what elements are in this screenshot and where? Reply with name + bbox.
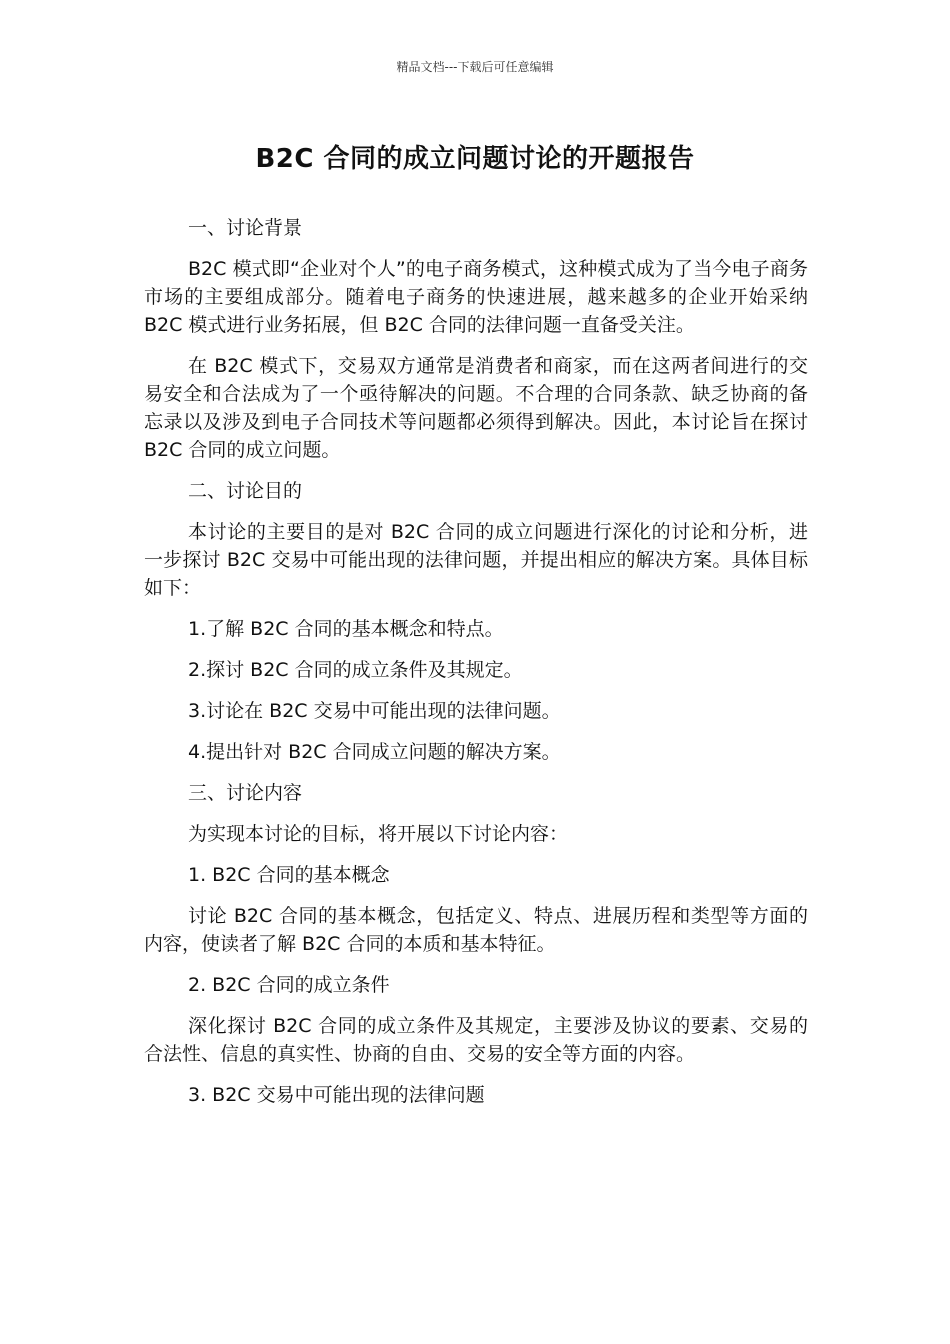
list-item-goal-4: 4.提出针对 B2C 合同成立问题的解决方案。: [188, 741, 561, 763]
paragraph-formation-conditions: 深化探讨 B2C 合同的成立条件及其规定，主要涉及协议的要素、交易的合法性、信息的真实性、协商的自由、交易的安全等方面的内容。: [144, 1015, 808, 1065]
document-title: B2C 合同的成立问题讨论的开题报告: [255, 144, 695, 174]
section-heading-content: 三、讨论内容: [188, 782, 303, 804]
section-heading-purpose: 二、讨论目的: [188, 480, 303, 502]
list-item-goal-1: 1.了解 B2C 合同的基本概念和特点。: [188, 618, 504, 640]
paragraph-background-1: B2C 模式即“企业对个人”的电子商务模式，这种模式成为了当今电子商务市场的主要组成部分。随着电子商务的快速进展，越来越多的企业开始采纳 B2C 模式进行业务拓展，但 B2C 合同的法律问题一直备受关注。: [144, 258, 808, 336]
paragraph-basic-concept: 讨论 B2C 合同的基本概念，包括定义、特点、进展历程和类型等方面的内容，使读者了解 B2C 合同的本质和基本特征。: [144, 905, 808, 955]
section-heading-background: 一、讨论背景: [188, 217, 303, 239]
paragraph-content-intro: 为实现本讨论的目标，将开展以下讨论内容：: [188, 823, 569, 845]
paragraph-background-2: 在 B2C 模式下，交易双方通常是消费者和商家，而在这两者间进行的交易安全和合法成为了一个亟待解决的问题。不合理的合同条款、缺乏协商的备忘录以及涉及到电子合同技术等问题都必须得到解决。因此，本讨论旨在探讨 B2C 合同的成立问题。: [144, 355, 808, 461]
list-item-goal-3: 3.讨论在 B2C 交易中可能出现的法律问题。: [188, 700, 561, 722]
subheading-legal-issues: 3. B2C 交易中可能出现的法律问题: [188, 1084, 485, 1106]
subheading-basic-concept: 1. B2C 合同的基本概念: [188, 864, 390, 886]
document-body: [144, 214, 808, 1122]
list-item-goal-2: 2.探讨 B2C 合同的成立条件及其规定。: [188, 659, 523, 681]
paragraph-purpose: 本讨论的主要目的是对 B2C 合同的成立问题进行深化的讨论和分析，进一步探讨 B2C 交易中可能出现的法律问题，并提出相应的解决方案。具体目标如下：: [144, 521, 808, 599]
page-header-note: 精品文档---下载后可任意编辑: [396, 60, 554, 74]
subheading-formation-conditions: 2. B2C 合同的成立条件: [188, 974, 390, 996]
